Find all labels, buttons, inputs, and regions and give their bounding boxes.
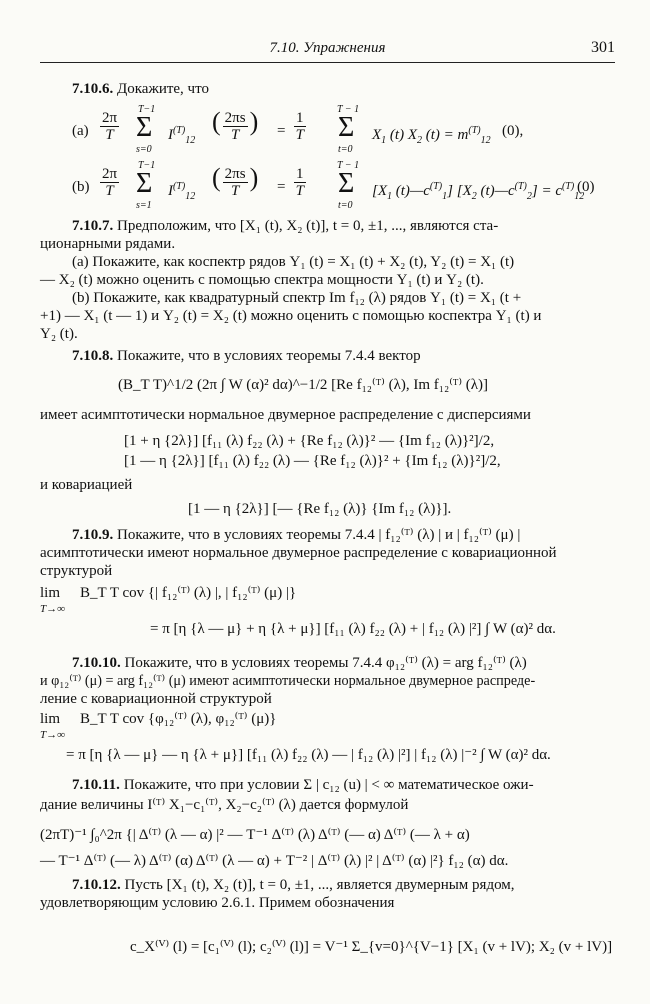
exercise-text: Докажите, что xyxy=(117,81,209,97)
exercise-text: Пусть [X₁ (t), X₂ (t)], t = 0, ±1, ..., является двумерным рядом, xyxy=(124,877,515,893)
covariance: [1 — η {2λ}] [— {Re f₁₂ (λ)} {Im f₁₂ (λ)}]. xyxy=(188,501,452,517)
summability-condition: Σ | c₁₂ (u) | < ∞ xyxy=(303,777,395,793)
exercise-7-10-12-line1 xyxy=(72,876,515,894)
exercise-label: 7.10.7. xyxy=(72,218,114,234)
limit-result: = π [η {λ — μ} — η {λ + μ}] [f₁₁ (λ) f₂₂ (λ) — | f₁₂ (λ) |²] | f₁₂ (λ) |⁻² ∫ W (α)² dα. xyxy=(66,747,551,763)
exercise-text: Покажите, что в условиях теоремы 7.4.4 | f₁₂⁽ᵀ⁾ (λ) | и | f₁₂⁽ᵀ⁾ (μ) | xyxy=(117,527,521,543)
exercise-7-10-10-line1 xyxy=(72,654,527,672)
exercise-7-10-10-line3: ление с ковариационной структурой xyxy=(40,691,272,707)
limit-subscript: T→∞ xyxy=(40,729,65,741)
exercise-7-10-7-line1 xyxy=(72,217,498,235)
limit-result: = π [η {λ — μ} + η {λ + μ}] [f₁₁ (λ) f₂₂ (λ) + | f₁₂ (λ) |²] ∫ W (α)² dα. xyxy=(150,621,556,637)
variance-1: [1 + η {2λ}] [f₁₁ (λ) f₂₂ (λ) + {Re f₁₂ (λ)}² — {Im f₁₂ (λ)}²]/2, xyxy=(124,433,495,449)
exercise-7-10-9-line3: структурой xyxy=(40,563,113,579)
limit-label: lim xyxy=(40,711,61,727)
limit-expression: B_T T cov {| f₁₂⁽ᵀ⁾ (λ) |, | f₁₂⁽ᵀ⁾ (μ) |} xyxy=(80,585,297,601)
exercise-label: 7.10.6. xyxy=(72,81,114,97)
exercise-7-10-11-line1 xyxy=(72,776,534,794)
exercise-label: 7.10.12. xyxy=(72,877,121,893)
exercise-7-10-7-line4: — X₂ (t) можно оценить с помощью спектра мощности Y₁ (t) и Y₂ (t). xyxy=(40,272,484,288)
header-rule xyxy=(40,62,615,63)
exercise-7-10-10-line2: и φ₁₂⁽ᵀ⁾ (μ) = arg f₁₂⁽ᵀ⁾ (μ) имеют асимптотически нормальное двумерное распреде- xyxy=(40,673,536,689)
exercise-7-10-9-line1 xyxy=(72,526,520,544)
exercise-label: 7.10.9. xyxy=(72,527,114,543)
expectation-formula-1: (2πT)⁻¹ ∫₀^2π {| Δ⁽ᵀ⁾ (λ — α) |² — T⁻¹ Δ⁽ᵀ⁾ (λ) Δ⁽ᵀ⁾ (— α) Δ⁽ᵀ⁾ (— λ + α) xyxy=(40,827,470,843)
exercise-7-10-8-line3: и ковариацией xyxy=(40,477,133,493)
eq-a-tail: (0), xyxy=(502,123,524,139)
eq-a-fraction: $\frac{2\pi}{T}$ xyxy=(102,110,118,143)
variance-2: [1 — η {2λ}] [f₁₁ (λ) f₂₂ (λ) — {Re f₁₂ (λ)}² + {Im f₁₂ (λ)}²]/2, xyxy=(124,453,501,469)
exercise-7-10-11-line2: дание величины I⁽ᵀ⁾ X₁−c₁⁽ᵀ⁾, X₂−c₂⁽ᵀ⁾ (λ) дается формулой xyxy=(40,797,409,813)
exercise-7-10-9-line2: асимптотически имеют нормальное двумерное распределение с ковариационной xyxy=(40,545,557,561)
exercise-7-10-7-line6: +1) — X₁ (t — 1) и Y₂ (t) = X₂ (t) можно оценить с помощью коспектра Y₁ (t) и xyxy=(40,308,542,324)
exercise-7-10-7-line5: (b) Покажите, как квадратурный спектр Im f₁₂ (λ) рядов Y₁ (t) = X₁ (t + xyxy=(72,290,522,306)
exercise-label: 7.10.8. xyxy=(72,348,114,364)
page-number: 301 xyxy=(591,39,615,56)
exercise-text: Покажите, что в условиях теоремы 7.4.4 φ₁₂⁽ᵀ⁾ (λ) = arg f₁₂⁽ᵀ⁾ (λ) xyxy=(124,655,527,671)
section-title: 7.10. Упражнения xyxy=(269,40,386,56)
limit-subscript: T→∞ xyxy=(40,603,65,615)
exercise-7-10-7-line3: (a) Покажите, как коспектр рядов Y₁ (t) = X₁ (t) + X₂ (t), Y₂ (t) = X₁ (t) xyxy=(72,254,515,270)
exercise-7-10-8-line2: имеет асимптотически нормальное двумерное распределение с дисперсиями xyxy=(40,407,531,423)
exercise-7-10-12-line2: удовлетворяющим условию 2.6.1. Примем обозначения xyxy=(40,895,395,911)
exercise-text: Предположим, что [X₁ (t), X₂ (t)], t = 0, ±1, ..., являются ста- xyxy=(117,218,499,234)
exercise-label: 7.10.10. xyxy=(72,655,121,671)
formula-vector: (B_T T)^1/2 (2π ∫ W (α)² dα)^−1/2 [Re f₁₂⁽ᵀ⁾ (λ), Im f₁₂⁽ᵀ⁾ (λ)] xyxy=(118,377,489,393)
exercise-text: Покажите, что в условиях теоремы 7.4.4 вектор xyxy=(117,348,421,364)
eq-a-label: (a) xyxy=(72,123,89,139)
equation-a: (a) $\frac{2\pi}{T}$ T−1 Σ s=0 $I^{(T)}_{12}$ ( $\frac{2\pi s}{T}$ ) = $\frac{1}{T}$ T − 1 Σ t=0 $X_1$ (t) $X_2$ $(t) = m^{(T)}_{12}$ (0), xyxy=(72,104,524,155)
exercise-text-cont: математическое ожи- xyxy=(398,777,534,793)
limit-label: lim xyxy=(40,585,61,601)
limit-expression: B_T T cov {φ₁₂⁽ᵀ⁾ (λ), φ₁₂⁽ᵀ⁾ (μ)} xyxy=(80,711,277,727)
eq-b-tail: (0) xyxy=(577,179,595,195)
equation-b: (b) $\frac{2\pi}{T}$ T−1 Σ s=1 $I^{(T)}_{12}$ ( $\frac{2\pi s}{T}$ ) = $\frac{1}{T}$ T − 1 Σ t=0 [$X_1$ $(t)—c^{(T)}_1$] [$X_2$ $(t)—c^{(T)}_2] = c^{(T)}_{12}$ (0) xyxy=(72,160,595,211)
exercise-7-10-8-line1 xyxy=(72,347,421,365)
running-header xyxy=(40,36,615,62)
exercise-text: Покажите, что при условии xyxy=(123,777,300,793)
expectation-formula-2: — T⁻¹ Δ⁽ᵀ⁾ (— λ) Δ⁽ᵀ⁾ (α) Δ⁽ᵀ⁾ (λ — α) + T⁻² | Δ⁽ᵀ⁾ (λ) |² | Δ⁽ᵀ⁾ (α) |²} f₁₂ (α) dα. xyxy=(40,853,509,869)
notation-formula: c_X⁽ⱽ⁾ (l) = [c₁⁽ⱽ⁾ (l); c₂⁽ⱽ⁾ (l)] = V⁻¹ Σ_{v=0}^{V−1} [X₁ (v + lV); X₂ (v + lV)] xyxy=(130,939,613,955)
exercise-7-10-7-line2: ционарными рядами. xyxy=(40,236,176,252)
exercise-label: 7.10.11. xyxy=(72,777,120,793)
eq-b-label: (b) xyxy=(72,179,90,195)
exercise-7-10-6-intro xyxy=(72,80,209,98)
exercise-7-10-7-line7: Y₂ (t). xyxy=(40,326,78,342)
